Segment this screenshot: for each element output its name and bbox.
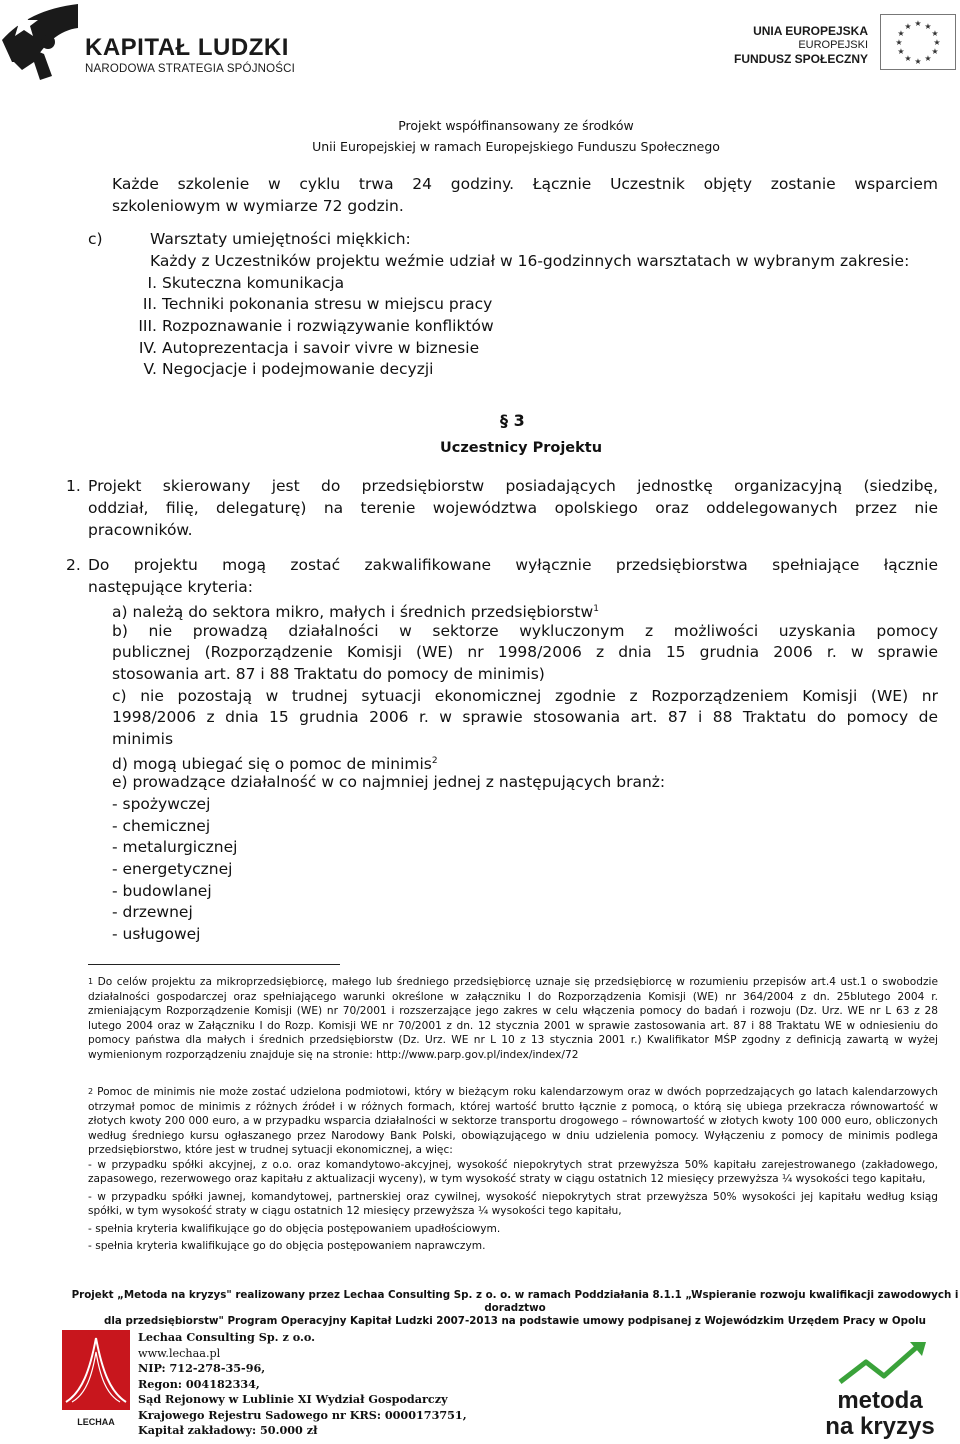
criterion-b-line2: publicznej (Rozporządzenie Komisji (WE) nr 1998/2006 z dnia 15 grudnia 2006 r. w sprawie [112,643,938,661]
cofund-line2: Unii Europejskiej w ramach Europejskiego Funduszu Społecznego [312,139,720,154]
kapital-ludzki-subtitle: NARODOWA STRATEGIA SPÓJNOŚCI [85,63,296,75]
list-item: Autoprezentacja i savoir vivre w biznesie [162,339,480,357]
company-info [138,1330,467,1439]
list-item: - spożywczej [112,795,211,813]
mnk-line2: na kryzys [825,1413,935,1440]
svg-text:★: ★ [914,57,922,66]
footnote-ref-1: 1 [593,604,599,614]
section-title: Uczestnicy Projektu [440,440,603,456]
criterion-e: e) prowadzące działalność w co najmniej jednej z następujących branż: [112,773,666,791]
footnote-divider [88,964,340,965]
point2-num: 2. [66,556,81,574]
list-item-num: V. [143,360,157,378]
section-symbol: § 3 [500,411,525,430]
svg-text:★: ★ [931,47,939,56]
cofund-line1: Projekt współfinansowany ze środków [398,118,634,133]
footnote-ref-2: 2 [431,756,438,766]
company-regon: Regon: 004182334, [138,1376,260,1391]
point1-line2: oddział, filię, delegaturę) na terenie województwa opolskiego oraz oddelegowanych przez nie [88,499,938,517]
footnote-2-bullet: - spełnia kryteria kwalifikujące go do objęcia postępowaniem naprawczym. [88,1240,486,1252]
footnote-1-num: 1 [88,977,94,986]
criterion-c-line2: 1998/2006 z dnia 15 grudnia 2006 r. w sprawie stosowania art. 87 i 88 Traktatu do pomocy de [112,708,938,726]
point2-line2: następujące kryteria: [88,578,253,596]
list-item-num: II. [142,295,157,313]
workshops-label: c) [88,230,103,248]
list-item: - usługowej [112,925,201,943]
list-item-num: I. [147,274,157,292]
project-footer [0,1289,960,1328]
criterion-b-line3: stosowania art. 87 i 88 Traktatu do pomocy de minimis) [112,665,545,683]
criterion-c-line1: c) nie pozostają w trudnej sytuacji ekonomicznej zgodnie z Rozporządzeniem Komisji (WE) nr [112,687,938,705]
svg-text:★: ★ [895,38,903,47]
footnote-1 [88,975,938,1062]
metoda-na-kryzys-logo [818,1340,948,1440]
ue-line1: UNIA EUROPEJSKA [753,24,868,38]
svg-text:★: ★ [904,54,912,63]
footnote-2-text: Pomoc de minimis nie może zostać udzielona podmiotowi, który w bieżącym roku kalendarzowym oraz w dwóch poprzedzających go latach kalendarzowych otrzymał pomoc de minimis z różnych źródeł i w różnych formach, której wartość brutto łącznie z pomocą, o którą się ubiega przekracza równowartość w złotych kwoty 200 000 euro, a w przypadku wsparcia działalności w sektorze transportu drogowego – równowartość w złotych kwoty 100 000 euro, obliczonych według średniego kursu ogłaszanego przez Narodowy Bank Polski, obowiązującego w dniu udzielenia pomocy. Wyłączeniu z pomocy de minimis podlega przedsiębiorstwo, które jest w trudnej sytuacji ekonomicznej, a więc: [88,1086,938,1156]
point1-line3: pracowników. [88,521,193,539]
footnote-2-bullet: - w przypadku spółki akcyjnej, z o.o. oraz komandytowo-akcyjnej, wysokość niepokrytych strat przewyższa 50% kapitału zarejestrowanego (zakładowego, zapasowego, rezerwowego oraz kapitału z aktualizacji wyceny), w tym wysokość straty w ciągu ostatnich 12 miesięcy przewyższa ¼ wysokości tego kapitału, [88,1158,938,1185]
ue-label [734,24,868,66]
list-item: - chemicznej [112,817,211,835]
point2-line1: Do projektu mogą zostać zakwalifikowane wyłącznie przedsiębiorstwa spełniające łącznie [88,556,938,574]
svg-text:★: ★ [897,29,905,38]
list-item-num: III. [138,317,157,335]
eu-flag-icon [880,14,956,70]
list-item: Techniki pokonania stresu w miejscu pracy [162,295,493,313]
svg-text:★: ★ [904,22,912,31]
lechaa-logo [62,1330,130,1430]
point1-num: 1. [66,477,81,495]
criterion-a-text: a) należą do sektora mikro, małych i średnich przedsiębiorstw [112,603,594,622]
criterion-c-line3: minimis [112,730,174,748]
svg-text:★: ★ [933,38,941,47]
footnote-2-bullet: - spełnia kryteria kwalifikujące go do objęcia postępowaniem upadłościowym. [88,1222,501,1235]
company-krs: Krajowego Rejestru Sadowego nr KRS: 0000173751, [138,1407,467,1422]
project-footer-line2: dla przedsiębiorstw" Program Operacyjny Kapitał Ludzki 2007-2013 na podstawie umowy podpisanej z Wojewódzkim Urzędem Pracy w Opolu [104,1315,926,1327]
list-item: - energetycznej [112,860,233,878]
cofunding-note [0,115,960,157]
intro-line2: szkoleniowym w wymiarze 72 godzin. [112,197,404,215]
company-nip: NIP: 712-278-35-96, [138,1361,266,1375]
list-item: Skuteczna komunikacja [162,274,345,292]
project-footer-line1: Projekt „Metoda na kryzys" realizowany przez Lechaa Consulting Sp. z o. o. w ramach Poddziałania 8.1.1 „Wspieranie rozwoju kwalifikacji zawodowych i doradztwo [71,1289,959,1314]
kapital-ludzki-logo [0,0,80,90]
list-item-num: IV. [138,339,157,357]
ue-line3: FUNDUSZ SPOŁECZNY [733,52,868,66]
list-item: Rozpoznawanie i rozwiązywanie konfliktów [162,317,494,335]
company-www[interactable]: www.lechaa.pl [138,1346,221,1360]
footnote-2-bullet: - w przypadku spółki jawnej, komandytowej, partnerskiej oraz cywilnej, wysokość niepokrytych strat przewyższa 50% wysokości jej kapitału według ksiąg spółki, w tym wysokość straty w ciągu ostatnich 12 miesięcy przewyższa ¼ wysokości tego kapitału, [88,1190,938,1217]
company-name: Lechaa Consulting Sp. z o.o. [138,1330,316,1344]
footnote-1-text: Do celów projektu za mikroprzedsiębiorcę, małego lub średniego przedsiębiorcę uznaje się przedsiębiorcę w rozumieniu przepisów art.4 ust.1 o swobodzie działalności gospodarczej oraz spełniającego warunki określone w załączniku I do Rozporządzenia Komisji (WE) nr 364/2004 z dn. 25blutego 2004 r. zmieniającym Rozporządzenie Komisji (WE) nr 70/2001 i rozszerzające jego zakres w celu włączenia pomocy do badań i rozwoju (Dz. Urz. WE nr L 63 z 28 lutego 2004 oraz w Załączniku I do Rozp. Komisji WE nr 70/2001 z dn. 12 stycznia 2001 w sprawie zastosowania art. 87 i 88 Traktatu WE w odniesieniu do pomocy państwa dla małych i średnich przedsiębiorstw (Dz. Urz. WE nr L 10 z 13 stycznia 2001 r.) Kwalifikator MŚP zgodny z definicją zawartą w wyżej wymienionym rozporządzeniu znajduje się na stronie: http://www.parp.gov.pl/index/index/72 [88,976,938,1061]
list-item: - drzewnej [112,903,193,921]
svg-text:★: ★ [914,19,922,28]
criterion-d-text: d) mogą ubiegać się o pomoc de minimis [112,755,432,774]
workshops-desc: Każdy z Uczestników projektu weźmie udział w 16-godzinnych warsztatach w wybranym zakresie: [150,252,910,270]
point1-line1: Projekt skierowany jest do przedsiębiorstw posiadających jednostkę organizacyjną (siedzibę, [88,477,938,495]
list-item: - budowlanej [112,882,212,900]
footnote-2-num: 2 [88,1087,94,1096]
footnote-2 [88,1085,938,1254]
kapital-ludzki-title: KAPITAŁ LUDZKI [85,34,289,61]
company-capital: Kapitał zakładowy: 50.000 zł [138,1423,318,1437]
mnk-line1: metoda [837,1387,923,1414]
list-item: Negocjacje i podejmowanie decyzji [162,360,434,378]
svg-text:★: ★ [897,47,905,56]
criterion-b-line1: b) nie prowadzą działalności w sektorze wykluczonym z możliwości uzyskania pomocy [112,622,938,640]
intro-line1: Każde szkolenie w cyklu trwa 24 godziny. Łącznie Uczestnik objęty zostanie wsparciem [112,175,938,193]
company-court: Sąd Rejonowy w Lublinie XI Wydział Gospodarczy [138,1392,448,1406]
list-item: - metalurgicznej [112,838,238,856]
svg-text:★: ★ [924,54,932,63]
workshops-title: Warsztaty umiejętności miękkich: [150,230,411,248]
lechaa-logo-text: LECHAA [77,1417,115,1427]
svg-text:★: ★ [924,22,932,31]
svg-text:★: ★ [931,29,939,38]
ue-line2: EUROPEJSKI [798,39,868,51]
